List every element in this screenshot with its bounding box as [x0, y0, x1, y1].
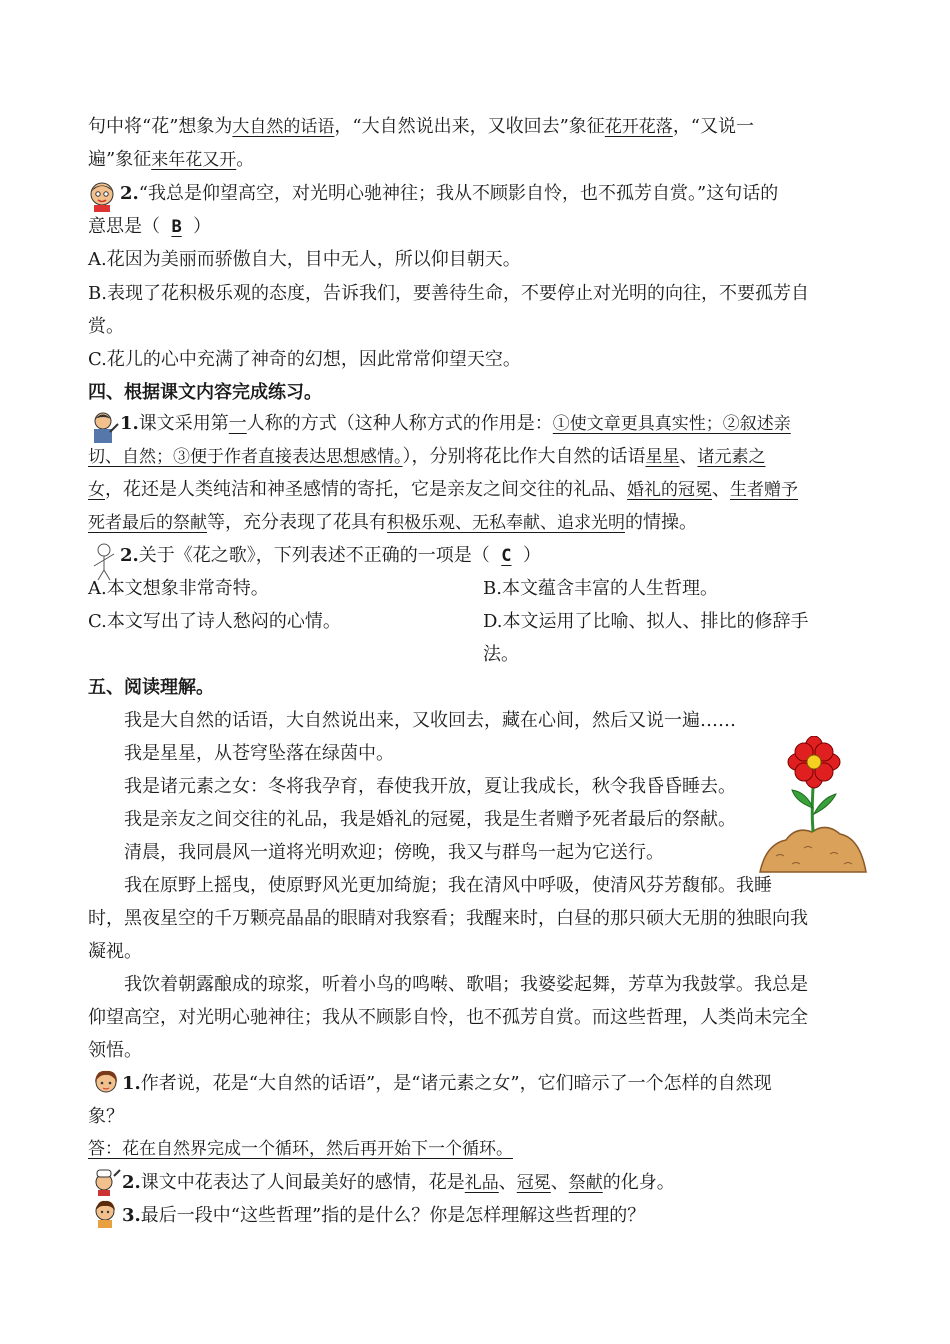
question-number: 3.: [122, 1205, 141, 1226]
answer-fill: 冠冕: [516, 1173, 551, 1193]
answer-fill: 诸元素之: [697, 447, 766, 467]
option-b: B.本文蕴含丰富的人生哲理。: [483, 578, 718, 599]
answer-fill: 婚礼的冠冕: [627, 480, 712, 500]
answer-fill: 星星: [645, 447, 680, 467]
text: 关于《花之歌》，下列表述不正确的一项是（: [138, 545, 490, 566]
sketch-figure-icon: [90, 542, 120, 582]
passage-paragraph: 我是星星，从苍穹坠落在绿茵中。: [124, 743, 394, 764]
question-number: 1.: [120, 413, 139, 434]
passage-paragraph: 我饮着朝露酿成的琼浆，听着小鸟的鸣啭、歌唱；我婆娑起舞，芳草为我鼓掌。我总是: [124, 974, 808, 995]
answer-fill: 大自然的话语: [232, 117, 335, 137]
question-text: 最后一段中“这些哲理”指的是什么？你是怎样理解这些哲理的？: [140, 1205, 646, 1226]
answer-fill: 祭献: [568, 1173, 603, 1193]
text: 意思是（: [88, 216, 160, 237]
answer-fill: 切、自然；③便于作者直接表达思想感情。: [88, 447, 403, 467]
sec4-q1-line1: [120, 415, 791, 433]
answer-fill: 礼品: [464, 1173, 499, 1193]
section-4-title: 四、根据课文内容完成练习。: [88, 382, 322, 402]
text: ），分别将花比作大自然的话语: [402, 446, 646, 467]
passage-paragraph-cont: 凝视。: [88, 941, 142, 962]
answer-fill: 来年花又开: [151, 150, 237, 170]
flower-in-soil-illustration: [756, 736, 868, 876]
answer-choice: C: [501, 546, 512, 566]
answer-fill: 一: [228, 413, 247, 434]
option-c: C.本文写出了诗人愁闷的心情。: [88, 611, 341, 632]
text: ）: [522, 545, 541, 566]
passage-paragraph-cont: 领悟。: [88, 1040, 142, 1061]
text: 、: [550, 1172, 569, 1193]
sec4-q2: [120, 547, 541, 565]
answer-fill: 女: [88, 480, 105, 500]
option-d-cont: 法。: [483, 644, 519, 665]
text: 课文中花表达了人间最美好的感情，花是: [140, 1172, 465, 1193]
question-text-cont: 象？: [88, 1106, 124, 1127]
chef-cartoon-icon: [90, 1166, 122, 1196]
sec5-q2: [122, 1174, 675, 1192]
passage-paragraph-cont: 时，黑夜星空的千万颗亮晶晶的眼睛对我察看；我醒来时，白昼的那只硕大无朋的独眼向我: [88, 908, 808, 929]
teacher-cartoon-icon: [88, 410, 120, 444]
text: ）: [193, 216, 212, 237]
question-number: 2.: [120, 545, 139, 566]
passage-paragraph: 清晨，我同晨风一道将光明欢迎；傍晚，我又与群鸟一起为它送行。: [124, 842, 664, 863]
question-2-line2: [88, 218, 211, 236]
option-b-cont: 赏。: [88, 316, 124, 337]
text: ，“又说一: [672, 116, 755, 137]
text: 课文采用第: [138, 413, 229, 434]
answer-fill: 生者赠予: [730, 480, 798, 500]
option-a: A.花因为美丽而骄傲自大，目中无人，所以仰目朝天。: [88, 249, 521, 270]
answer-fill: 花开花落: [604, 117, 673, 137]
sec4-q1-line3: [88, 481, 798, 499]
answer-fill: 死者最后的祭献: [88, 513, 207, 533]
passage-paragraph-cont: 仰望高空，对光明心驰神往；我从不顾影自怜，也不孤芳自赏。而这些哲理，人类尚未完全: [88, 1007, 808, 1028]
answer-choice: B: [171, 217, 182, 237]
passage-paragraph: 我是亲友之间交往的礼品，我是婚礼的冠冕，我是生者赠予死者最后的祭献。: [124, 809, 736, 830]
text: ，“大自然说出来，又收回去”象征: [334, 116, 605, 137]
passage-paragraph: 我是诸元素之女：冬将我孕育，春使我开放，夏让我成长，秋令我昏昏睡去。: [124, 776, 736, 797]
text: 遍”象征: [88, 149, 152, 170]
answer-line-1: [88, 118, 754, 136]
text: 句中将“花”想象为: [88, 116, 233, 137]
passage-paragraph: 我是大自然的话语，大自然说出来，又收回去，藏在心间，然后又说一遍……: [124, 710, 736, 731]
sec4-q1-line4: [88, 514, 697, 532]
text: 等，充分表现了花具有: [207, 512, 387, 533]
text: 的化身。: [602, 1172, 675, 1193]
question-number: 1.: [122, 1073, 141, 1094]
sec5-q1-line1: [122, 1075, 772, 1093]
option-d: D.本文运用了比喻、拟人、排比的修辞手: [483, 611, 809, 632]
text: 、: [498, 1172, 517, 1193]
sec5-q3: [122, 1207, 645, 1225]
text: ，花还是人类纯洁和神圣感情的寄托，它是亲友之间交往的礼品、: [105, 479, 627, 500]
option-b: B.表现了花积极乐观的态度，告诉我们，要善待生命，不要停止对光明的向往，不要孤芳自: [88, 283, 809, 304]
question-text: “我总是仰望高空，对光明心驰神往；我从不顾影自怜，也不孤芳自赏。”这句话的: [138, 183, 779, 204]
text: 、: [679, 446, 698, 467]
girl-cartoon-icon: [90, 1068, 122, 1098]
question-2: [120, 185, 778, 203]
text: 。: [236, 149, 255, 170]
sec4-q1-line2: [88, 448, 766, 466]
option-c: C.花儿的心中充满了神奇的幻想，因此常常仰望天空。: [88, 349, 521, 370]
option-a: A.本文想象非常奇特。: [88, 578, 269, 599]
answer-line-2: [88, 151, 254, 169]
text: 的情操。: [625, 512, 697, 533]
passage-paragraph: 我在原野上摇曳，使原野风光更加绮旎；我在清风中呼吸，使清风芬芳馥郁。我睡: [124, 875, 772, 896]
question-text: 作者说，花是“大自然的话语”，是“诸元素之女”，它们暗示了一个怎样的自然现: [140, 1073, 772, 1094]
answer-fill: ①使文章更具真实性；②叙述亲: [552, 414, 791, 434]
question-number: 2.: [122, 1172, 141, 1193]
student-cartoon-icon: [90, 1198, 122, 1228]
text: 、: [712, 479, 730, 500]
answer-line: 答：花在自然界完成一个循环，然后再开始下一个循环。: [88, 1139, 513, 1159]
section-5-title: 五、阅读理解。: [88, 677, 214, 697]
text: 人称的方式（这种人称方式的作用是：: [246, 413, 553, 434]
question-number: 2.: [120, 183, 139, 204]
boy-cartoon-icon: [86, 180, 118, 212]
answer-fill: 积极乐观、无私奉献、追求光明: [387, 513, 625, 533]
